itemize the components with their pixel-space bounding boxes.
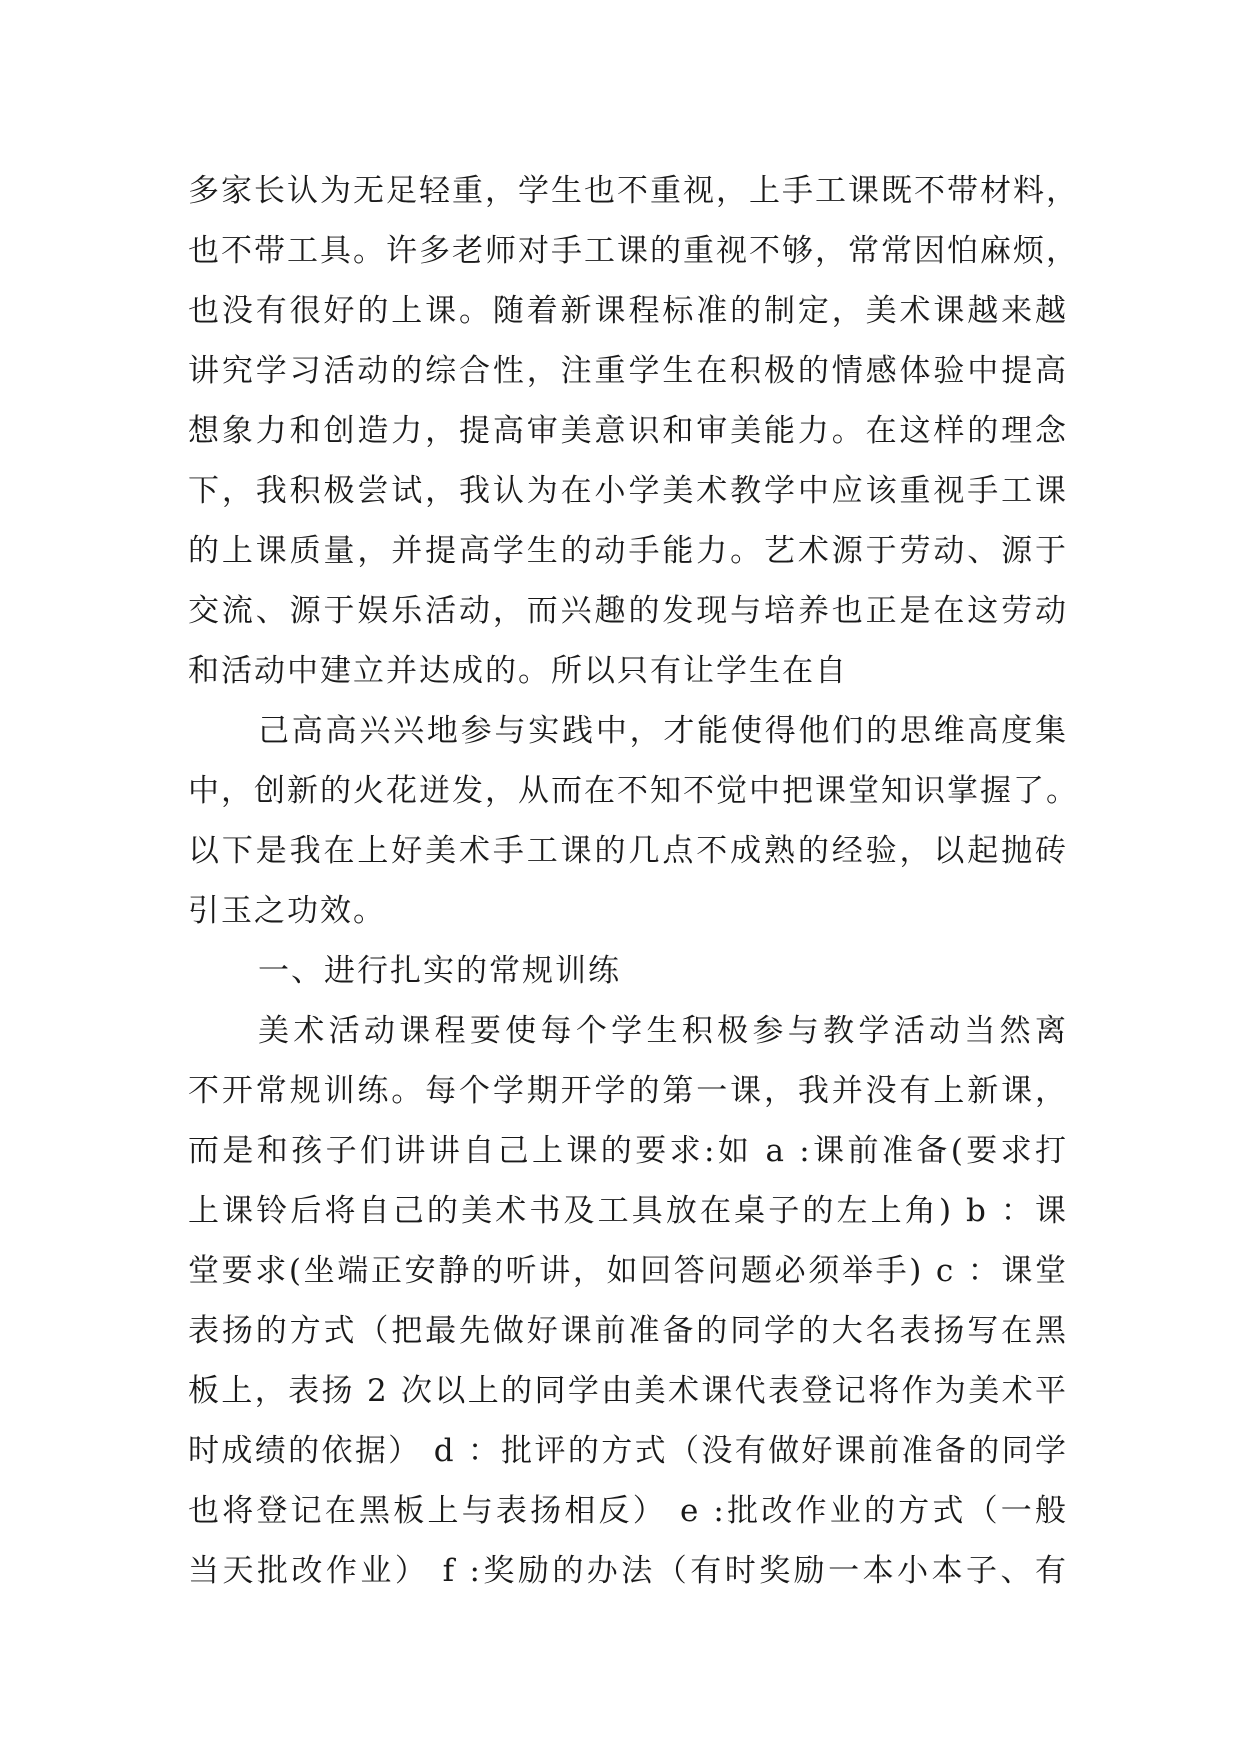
text-line: 而是和孩子们讲讲自己上课的要求:如 a :课前准备(要求打 (188, 1133, 1068, 1169)
text-line: 下，我积极尝试，我认为在小学美术教学中应该重视手工课 (188, 473, 1068, 509)
text-line: 的上课质量，并提高学生的动手能力。艺术源于劳动、源于 (188, 533, 1068, 569)
text-line: 己高高兴兴地参与实践中，才能使得他们的思维高度集 (258, 713, 1068, 749)
text-line: 也不带工具。许多老师对手工课的重视不够，常常因怕麻烦， (188, 233, 1079, 269)
text-line: 和活动中建立并达成的。所以只有让学生在自 (188, 653, 848, 689)
text-line: 以下是我在上好美术手工课的几点不成熟的经验，以起抛砖 (188, 833, 1068, 869)
text-line: 交流、源于娱乐活动，而兴趣的发现与培养也正是在这劳动 (188, 593, 1068, 629)
body-text (188, 161, 1079, 1601)
text-line: 表扬的方式（把最先做好课前准备的同学的大名表扬写在黑 (188, 1313, 1068, 1349)
text-line: 中，创新的火花迸发，从而在不知不觉中把课堂知识掌握了。 (188, 773, 1079, 809)
text-line: 时成绩的依据） d ：批评的方式（没有做好课前准备的同学 (188, 1433, 1068, 1469)
text-line: 想象力和创造力，提高审美意识和审美能力。在这样的理念 (188, 413, 1068, 449)
text-line: 引玉之功效。 (188, 893, 386, 929)
text-line: 当天批改作业） f :奖励的办法（有时奖励一本小本子、有 (188, 1553, 1068, 1589)
text-line: 不开常规训练。每个学期开学的第一课，我并没有上新课， (188, 1073, 1068, 1109)
text-line: 板上，表扬 2 次以上的同学由美术课代表登记将作为美术平 (188, 1373, 1068, 1409)
text-line: 堂要求(坐端正安静的听讲，如回答问题必须举手) c ：课堂 (188, 1253, 1068, 1289)
section-heading: 一、进行扎实的常规训练 (258, 953, 621, 989)
text-line: 多家长认为无足轻重，学生也不重视，上手工课既不带材料， (188, 173, 1079, 209)
text-line: 上课铃后将自己的美术书及工具放在桌子的左上角) b ：课 (188, 1193, 1068, 1229)
text-line: 也将登记在黑板上与表扬相反） e :批改作业的方式（一般 (188, 1493, 1068, 1529)
text-line: 讲究学习活动的综合性，注重学生在积极的情感体验中提高 (188, 353, 1068, 389)
text-line: 美术活动课程要使每个学生积极参与教学活动当然离 (258, 1013, 1068, 1049)
text-line: 也没有很好的上课。随着新课程标准的制定，美术课越来越 (188, 293, 1068, 329)
